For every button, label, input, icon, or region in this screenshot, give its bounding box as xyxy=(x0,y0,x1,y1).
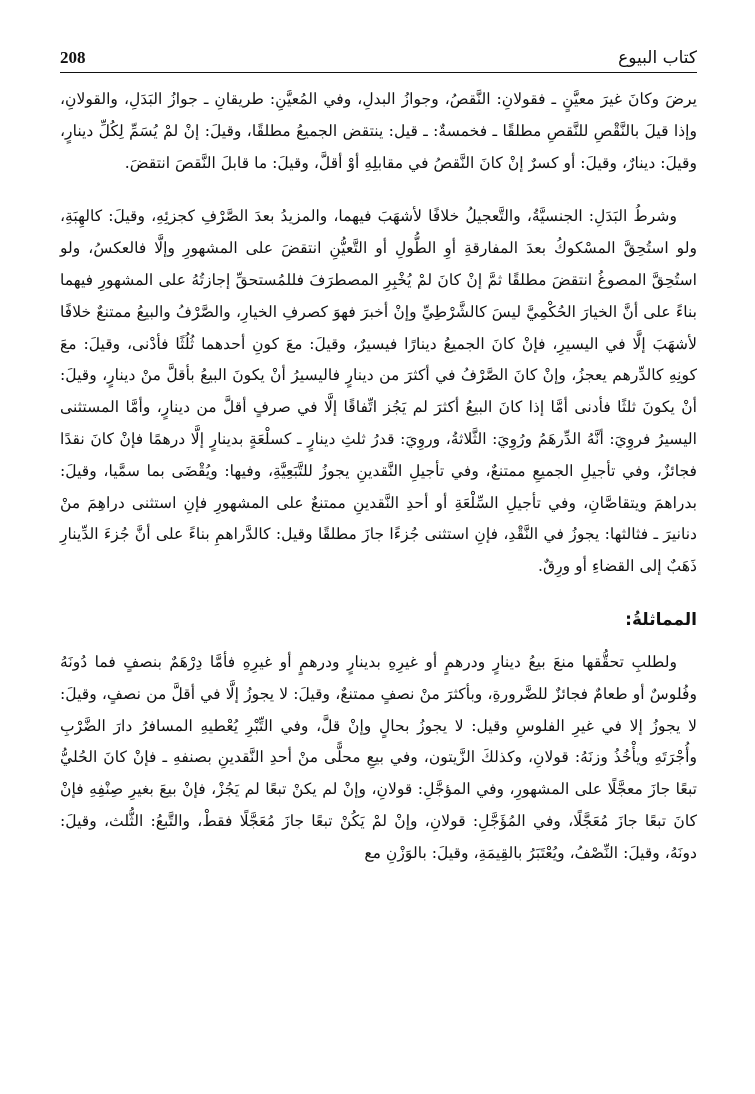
page-number: 208 xyxy=(60,48,86,67)
paragraph-1: يرضَ وكانَ غيرَ معيَّنٍ ـ فقولانِ: النَّقصُ، وجوازُ البدلِ، وفي المُعيَّنِ: طريقانِ ـ جوازُ البَدَلِ، والقولانِ، وإذا قيلَ بالنَّقْصِ للنَّقصِ مطلقًا ـ فخمسةٌ: ـ قيل: ينتقض الجميعُ مطلقًا، وقيلَ: إنْ لمْ يُسَمِّ لِكُلِّ دينارٍ، وقيلَ: دينارٌ، وقيلَ: أو كسرٌ إنْ كانَ النَّقصُ في مقابلِهِ أوْ أقلَّ، وقيلَ: ما قابلَ النَّقصَ انتقضَ. xyxy=(60,90,697,172)
page-header xyxy=(60,38,697,68)
header-divider xyxy=(60,72,697,73)
running-title: كتاب البيوع xyxy=(618,48,697,68)
body-text xyxy=(60,84,697,870)
paragraph-2: وشرطُ البَدَلِ: الجنسيَّةُ، والتَّعجيلُ خلافًا لأشهَبَ فيهما، والمزيدُ بعدَ الصَّرْفِ كجزئِهِ، وقيلَ: كالهِبَةِ، ولو استُحِقَّ المسْكوكُ بعدَ المفارقةِ أوِ الطُّولِ أو التَّعيُّنِ انتقضَ على المشهورِ وإلَّا فالعكسُ، ولو استُحِقَّ المصوغُ انتقضَ مطلقًا ثمَّ إنْ كانَ لمْ يُخْبِرِ المصطرَفَ فللمُستحقِّ إجازتُهُ على المشهورِ فيهما بناءً على أنَّ الخيارَ الحُكْمِيَّ ليسَ كالشَّرْطِيِّ وإنْ أخبرَ فهوَ كصرفِ الخيارِ، والصَّرْفُ والبيعُ ممتنعٌ خلافًا لأشهَبَ إلَّا في اليسيرِ، فإنْ كانَ الجميعُ دينارًا فيسيرٌ، وقيلَ: معَ كونِ أحدهما ثُلُثًا فأدْنى، وقيلَ: معَ كونِهِ كالدِّرهم يعجزُ، وإنْ كانَ الصَّرْفُ في أكثرَ من دينارٍ فاليسيرُ أنْ يكونَ البيعُ بأقلَّ منْ دينارٍ، وقيلَ: أنْ يكونَ ثلثًا فأدنى أمَّا إذا كانَ البيعُ أكثرَ لم يَجُز اتِّفاقًا إلَّا في صرفٍ أقلَّ من دينارٍ، وأمَّا المستثنى اليسيرُ فروِيَ: أنَّهُ الدِّرهَمُ ورُوِيَ: الثَّلاثةُ، وروِيَ: قدرُ ثلثِ دينارٍ ـ كسلْعَةٍ بدينارٍ إلَّا درهمًا فإنْ كانَ نقدًا فجائزٌ، وفي تأجيلِ الجميعِ ممتنعٌ، وفي تأجيلِ النَّقدينِ يجوزُ للتَّبَعِيَّةِ، وفيها: ويُقْضَى بما سمَّيا، وقيلَ: بدراهمَ ويتقاصَّانِ، وفي تأجيلِ السِّلْعَةِ أو أحدِ النَّقدينِ ممتنعٌ على المشهورِ فإنِ استثنى دراهِمَ منْ دنانيرَ ـ فثالثها: يجوزُ في النَّقْدِ، فإنِ استثنى جُزءًا جازَ مطلقًا وقيل: كالدَّراهمِ بناءً على أنَّ جُزءَ الدِّينارِ ذَهَبٌ إلى القضاءِ أو ورِقٌ. xyxy=(60,207,697,576)
section-paragraph: ولطلبِ تحقُّقها منعَ بيعُ دينارٍ ودرهمٍ أو غيرِهِ بدينارٍ ودرهمٍ أو غيرِهِ فأمَّا دِرْهَمٌ بنصفٍ فما دُونَهُ وفُلوسٌ أو طعامٌ فجائزٌ للضَّرورةِ، وبأكثرَ منْ نصفٍ ممتنعٌ، وقيلَ: لا يجوزُ إلَّا في أقلَّ من نصفٍ، وقيلَ: لا يجوزُ إلا في غيرِ الفلوسِ وقيل: لا يجوزُ بحالٍ وإنْ قلَّ، وفي التِّبْرِ يُعْطيهِ المسافرُ دارَ الضَّرْبِ وأُجْرَتَهِ ويأْخُذُ وزنَهُ: قولانِ، وكذلكَ الزَّيتون، وفي بيعِ محلًّى منْ أحدِ النَّقدينِ بصنفهِ ـ فإنْ كانَ الحُليُّ تبعًا جازَ معجَّلًا على المشهورِ، وفي المؤجَّلِ: قولانِ، وإنْ لم يكنْ تبعًا لم يَجُزْ، فإنْ بيعَ بغيرِ صِنْفِهِ فإنْ كانَ تبعًا جازَ مُعَجَّلًا، وفي المُؤَجَّلِ: قولانِ، وإنْ لمْ يَكُنْ تبعًا جازَ مُعَجَّلًا فقطْ، والتَّبعُ: الثُّلث، وقيلَ: دونَهُ، وقيلَ: النِّصْفُ، ويُعْتَبَرُ بالقِيمَةِ، وقيلَ: بالوَزْنِ مع xyxy=(60,652,697,862)
section-heading: المماثلةُ: xyxy=(625,609,697,630)
